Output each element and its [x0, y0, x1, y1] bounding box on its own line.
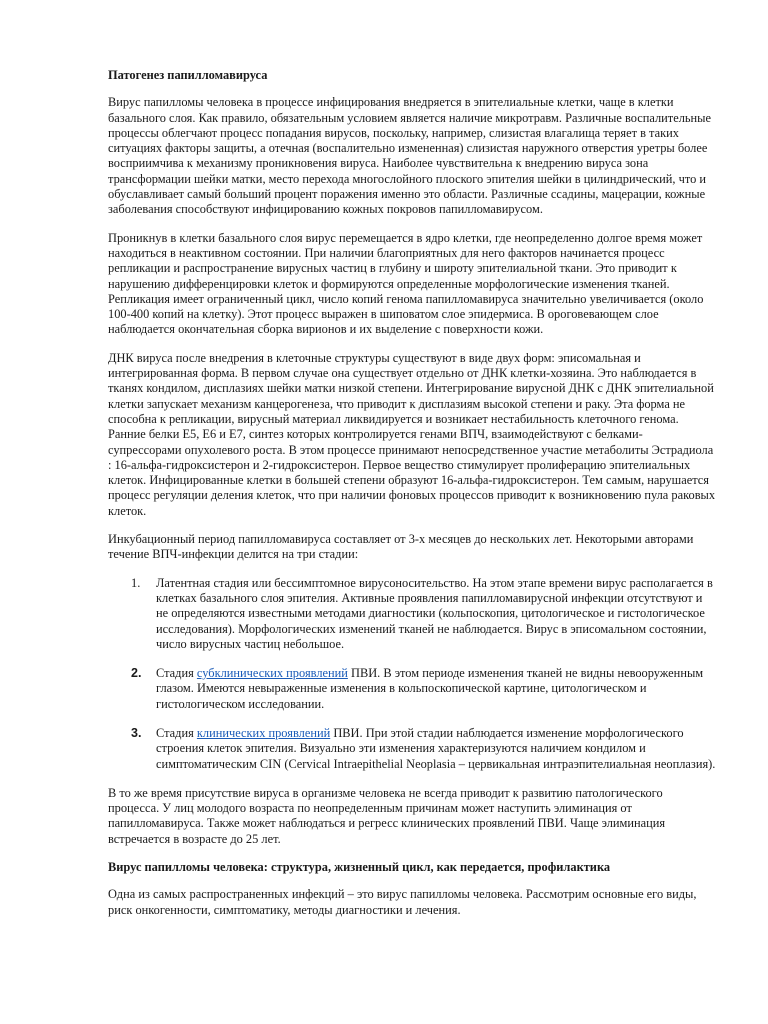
paragraph-infection-entry: Вирус папилломы человека в процессе инфицирования внедряется в эпителиальные клетки, чаще в клетки базального слоя. Как правило, обязательным условием является наличие микротравм. Различные воспалительные процессы облегчают процесс попадания вирусов, поскольку, например, слизистая влагалища теряет в таких ситуациях факторы защиты, а отечная (воспалительно измененная) слизистая наружного отверстия уретры более восприимчива к механизму проникновения вируса. Наиболее чувствительна к внедрению вируса зона трансформации шейки матки, место перехода многослойного плоского эпителия шейки в цилиндрический, что и обуславливает самый больший процент поражения именно это области. Различные ссадины, мацерации, кожные заболевания способствуют инфицированию кожных покровов папилломавирусом.	[108, 95, 711, 217]
section-title-hpv-overview: Вирус папилломы человека: структура, жизненный цикл, как передается, профилактика	[108, 860, 611, 875]
list-number: 3.	[131, 725, 142, 740]
list-item-stage-3	[108, 726, 716, 772]
section-title-pathogenesis: Патогенез папилломавируса	[108, 68, 268, 82]
paragraph-replication: Проникнув в клетки базального слоя вирус перемещается в ядро клетки, где неопределенно долгое время может находиться в неактивном состоянии. При наличии благоприятных для него факторов начинается процесс репликации и распространение вирусных частиц в глубину и широту эпителиальной ткани. Это приводит к нарушению дифференцировки клеток и формируются определенные морфологические изменения тканей. Репликация имеет ограниченный цикл, число копий генома папилломавируса значительно увеличивается (около 100-400 копий на клетку). Этот процесс выражен в шиповатом слое эпидермиса. В ороговевающем слое наблюдается окончательная сборка вирионов и их выделение с поверхности кожи.	[108, 230, 704, 337]
list-item-stage-1	[108, 576, 716, 652]
list-item-text: Латентная стадия или бессимптомное вирусоносительство. На этом этапе времени вирус располагается в клетках базального слоя эпителия. Активные проявления папилломавирусной инфекции отсутствуют и не определяются известными методами диагностики (кольпоскопия, цитологическое и гистологическое исследования). Морфологических изменений тканей не наблюдается. Вирус в эписомальном состоянии, число вирусных частиц небольшое.	[156, 575, 713, 651]
list-number: 1.	[131, 575, 141, 590]
list-item-suffix: ПВИ. В этом периоде изменения тканей не видны невооруженным глазом. Имеются невыраженные изменения в кольпоскопической картине, цитологическом и гистологическом исследовании.	[156, 666, 704, 711]
paragraph-dna-forms: ДНК вируса после внедрения в клеточные структуры существуют в виде двух форм: эписомальная и интегрированная форма. В первом случае она существует отдельно от ДНК клетки-хозяина. Это наблюдается в тканях кондилом, дисплазиях шейки матки низкой степени. Интегрирование вирусной ДНК с ДНК эпителиальной клетки запускает механизм канцерогенеза, что приводит к дисплазиям высокой степени и раку. Эта форма не способна к репликации, вирусный материал ликвидируется и возникает нестабильность клеточного генома. Ранние белки Е5, Е6 и Е7, синтез которых контролируется генами ВПЧ, взаимодействуют с белками-супрессорами опухолевого роста. В этом процессе принимают непосредственное участие метаболиты Эстрадиола : 16-альфа-гидроксистерон и 2-гидроксистерон. Первое вещество стимулирует пролиферацию эпителиальных клеток. Инфицированные клетки в большей степени образуют 16-альфа-гидроксистерон. Тем самым, нарушается процесс регуляции деления клеток, что при наличии фоновых процессов приводит к возникновению пула раковых клеток.	[108, 350, 716, 518]
subclinical-link[interactable]: субклинических проявлений	[196, 666, 348, 681]
paragraph-intro-hpv: Одна из самых распространенных инфекций – это вирус папилломы человека. Рассмотрим основные его виды, риск онкогенности, симптоматику, методы диагностики и лечения.	[108, 887, 697, 917]
paragraph-elimination: В то же время присутствие вируса в организме человека не всегда приводит к развитию патологического процесса. У лиц молодого возраста по неопределенным причинам может наступить элиминация от папилломавируса. Также может наблюдаться и регресс клинических проявлений ПВИ. Чаще элиминация встречается в возрасте до 25 лет.	[108, 785, 666, 846]
list-item-prefix: Стадия	[156, 666, 197, 681]
clinical-link[interactable]: клинических проявлений	[196, 725, 331, 740]
paragraph-incubation: Инкубационный период папилломавируса составляет от 3-х месяцев до нескольких лет. Некоторыми авторами течение ВПЧ-инфекции делится на три стадии:	[108, 532, 694, 562]
stages-list	[108, 576, 716, 772]
list-item-prefix: Стадия	[156, 725, 197, 740]
list-item-suffix: ПВИ. При этой стадии наблюдается изменение морфологического строения клеток эпителия. Визуально эти изменения характеризуются наличием кондилом и симптоматическим CIN (Cervical Intraepithelial Neoplasia – цервикальная интраэпителиальная неоплазия).	[156, 725, 716, 771]
list-item-stage-2	[108, 666, 716, 712]
list-number: 2.	[131, 666, 142, 681]
